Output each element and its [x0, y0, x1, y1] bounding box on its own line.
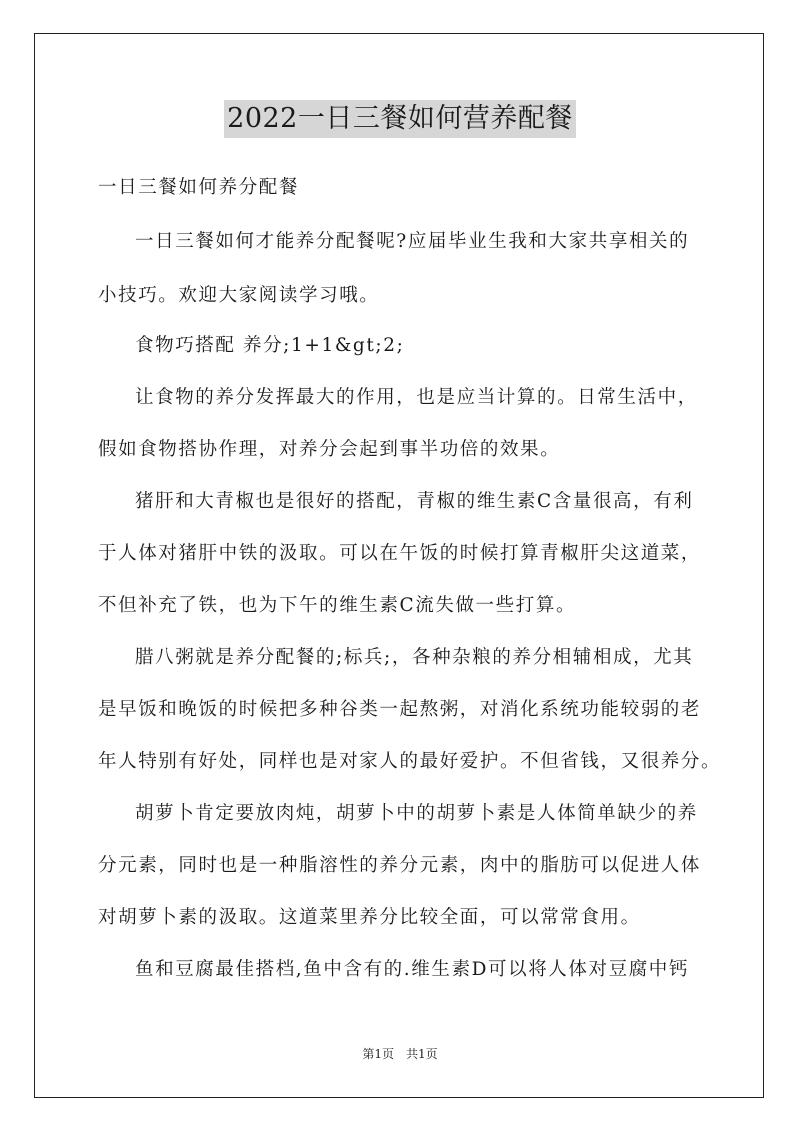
- page-number: 第1页 共1页: [362, 1047, 438, 1061]
- paragraph-line: 分元素，同时也是一种脂溶性的养分元素，肉中的脂肪可以促进人体: [98, 855, 702, 876]
- paragraph-line: 对胡萝卜素的汲取。这道菜里养分比较全面，可以常常食用。: [98, 907, 641, 928]
- paragraph-line: 食物巧搭配 养分;1+1&gt;2;: [135, 335, 405, 356]
- paragraph-line: 假如食物搭协作理，对养分会起到事半功倍的效果。: [98, 439, 561, 460]
- paragraph-line: 年人特别有好处，同样也是对家人的最好爱护。不但省钱，又很养分。: [98, 751, 722, 772]
- paragraph-line: 腊八粥就是养分配餐的;标兵;，各种杂粮的养分相辅相成，尤其: [135, 647, 694, 668]
- section-heading: 一日三餐如何养分配餐: [98, 177, 300, 198]
- document-title: 2022一日三餐如何营养配餐: [224, 100, 576, 138]
- paragraph-line: 鱼和豆腐最佳搭档,鱼中含有的.维生素D可以将人体对豆腐中钙: [135, 959, 689, 980]
- paragraph-line: 猪肝和大青椒也是很好的搭配，青椒的维生素C含量很高，有利: [135, 491, 694, 512]
- paragraph-line: 胡萝卜肯定要放肉炖，胡萝卜中的胡萝卜素是人体简单缺少的养: [135, 803, 698, 824]
- paragraph-line: 小技巧。欢迎大家阅读学习哦。: [98, 285, 380, 306]
- paragraph-line: 一日三餐如何才能养分配餐呢?应届毕业生我和大家共享相关的: [135, 231, 690, 252]
- title-container: [0, 100, 800, 138]
- paragraph-line: 让食物的养分发挥最大的作用，也是应当计算的。日常生活中，: [135, 387, 698, 408]
- paragraph-line: 于人体对猪肝中铁的汲取。可以在午饭的时候打算青椒肝尖这道菜，: [98, 543, 702, 564]
- paragraph-line: 是早饭和晚饭的时候把多种谷类一起熬粥，对消化系统功能较弱的老: [98, 699, 702, 720]
- paragraph-line: 不但补充了铁，也为下午的维生素C流失做一些打算。: [98, 595, 577, 616]
